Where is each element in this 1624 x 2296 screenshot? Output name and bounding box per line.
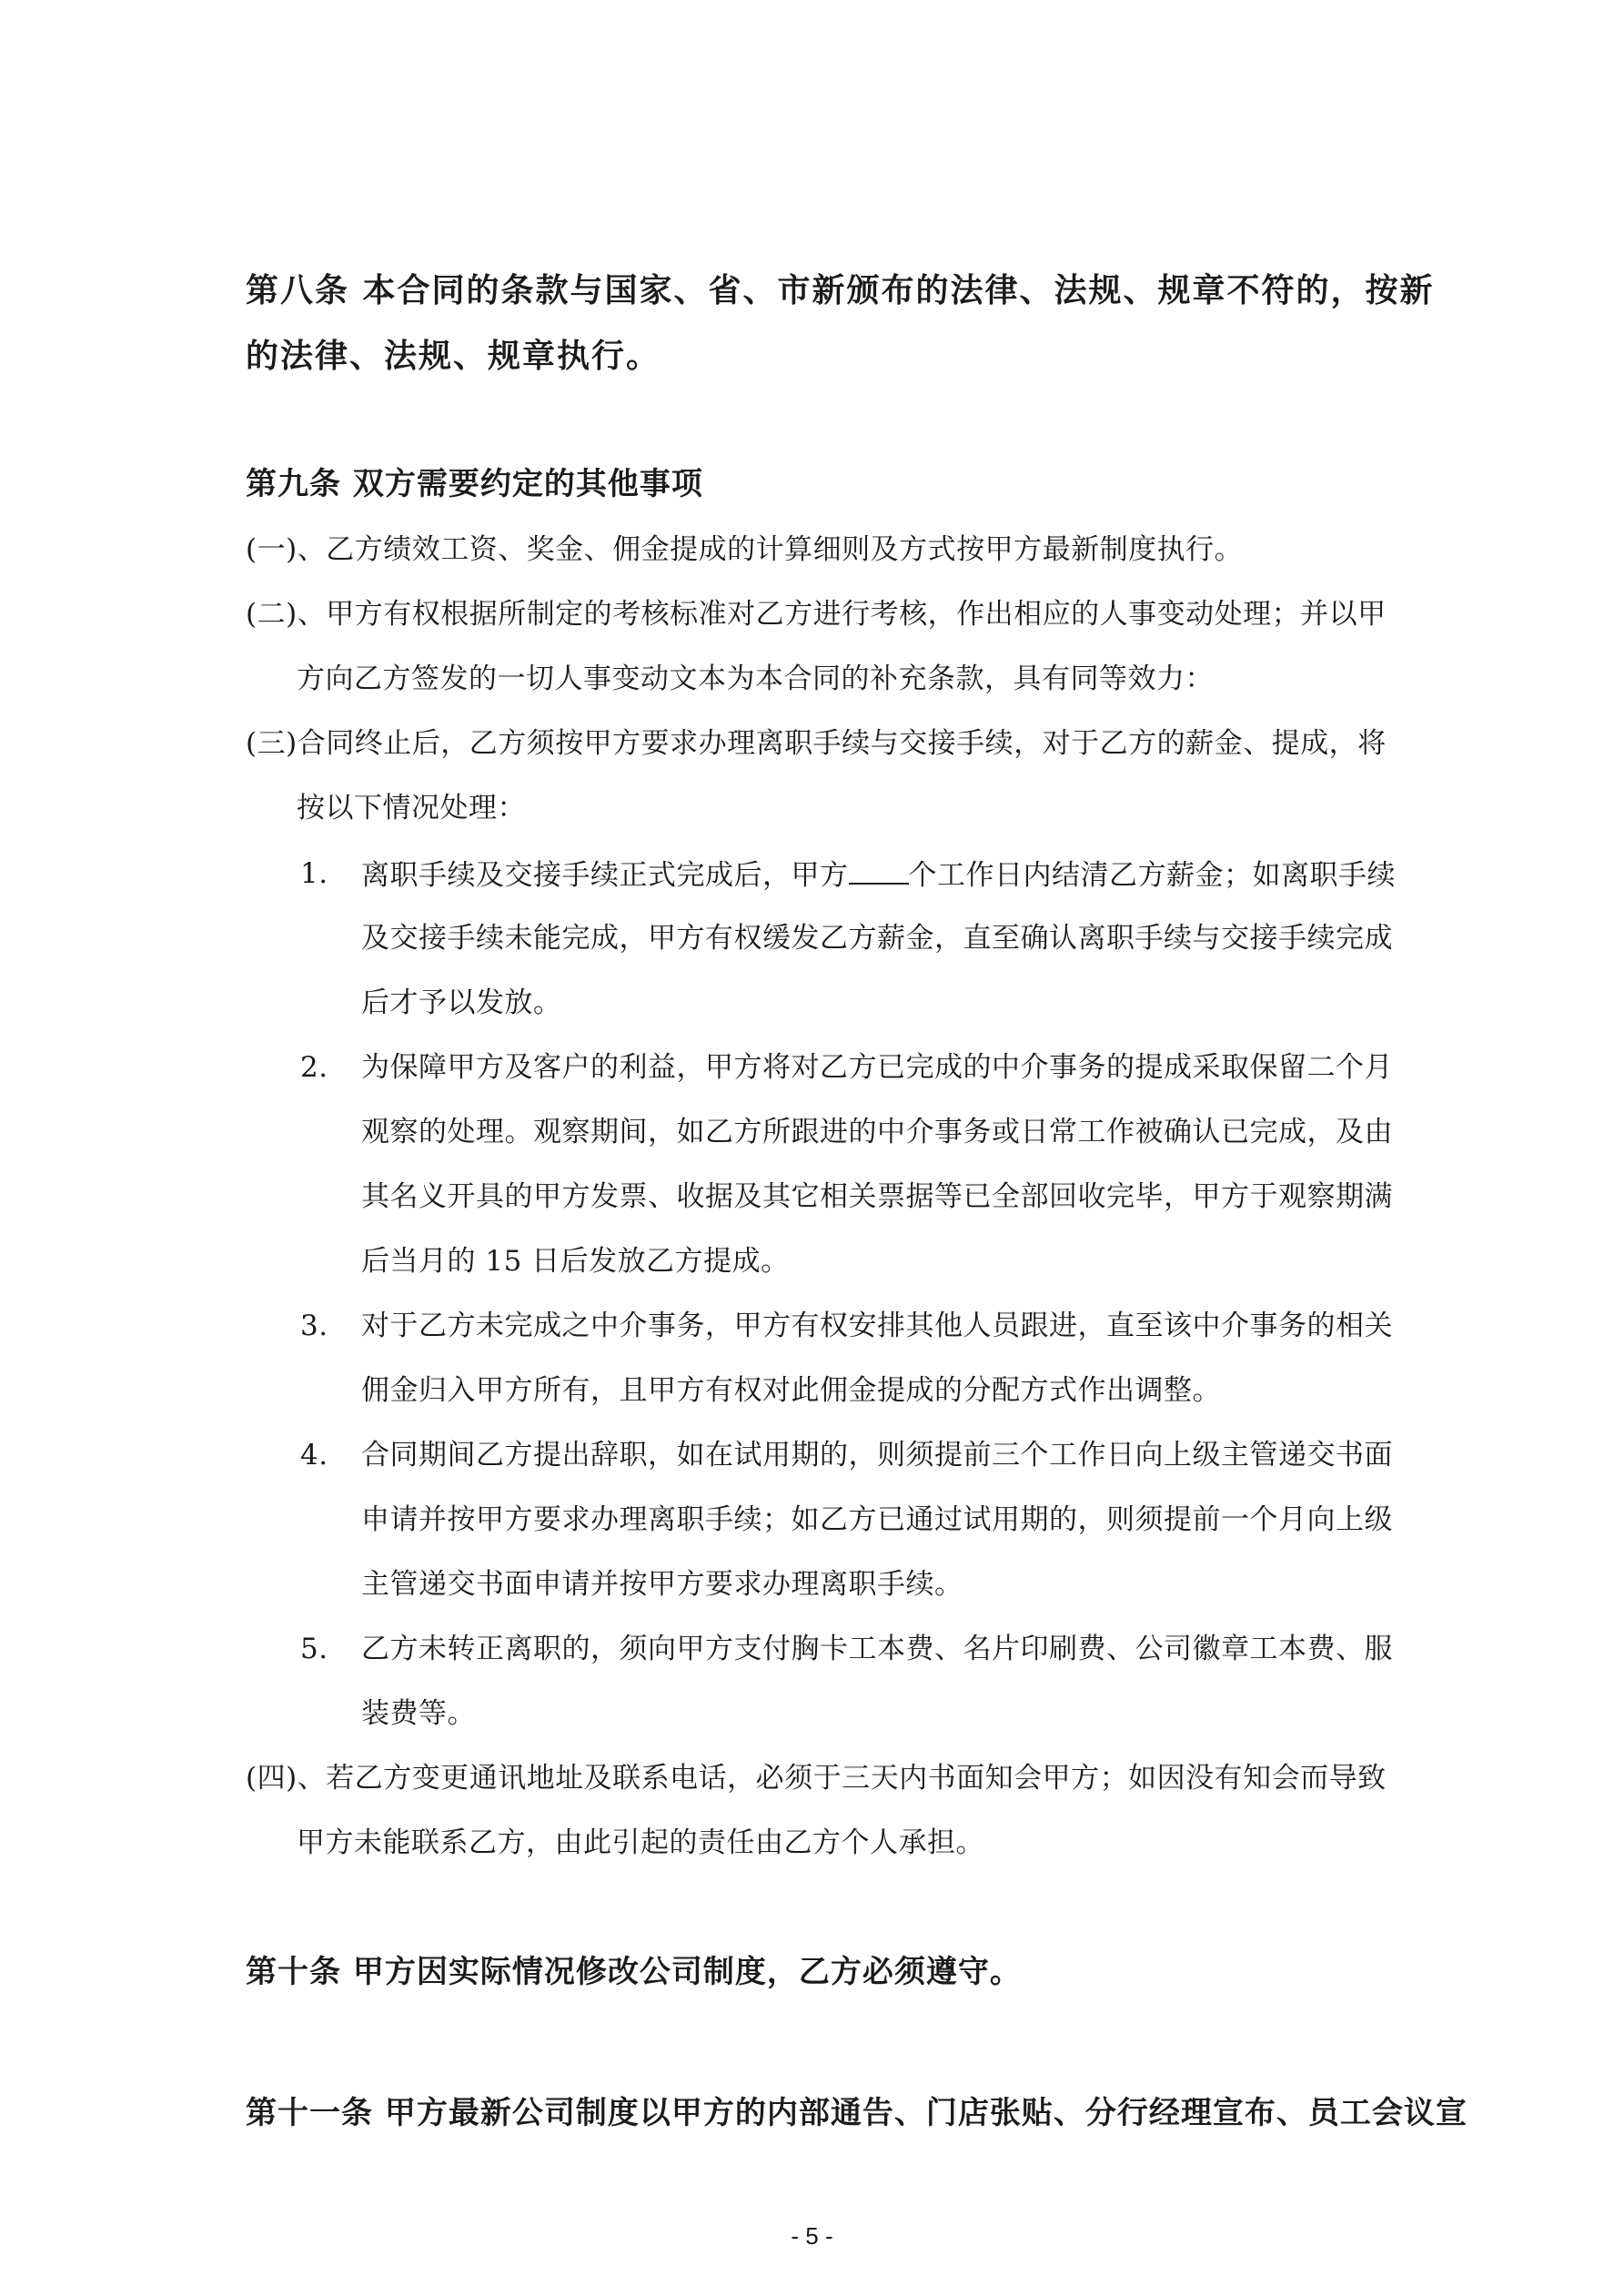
list-item-text: 乙方未转正离职的，须向甲方支付胸卡工本费、名片印刷费、公司徽章工本费、服 <box>361 1633 1393 1665</box>
clause-3-line-2: 按以下情况处理： <box>297 792 526 824</box>
blank-days-field <box>849 855 909 885</box>
list-item-number: 1. <box>300 857 328 890</box>
clause-2-line-1: (二)、甲方有权根据所制定的考核标准对乙方进行考核，作出相应的人事变动处理；并以甲 <box>246 598 1387 631</box>
list-item-3 <box>300 1308 1437 1344</box>
list-item-text: 对于乙方未完成之中介事务，甲方有权安排其他人员跟进，直至该中介事务的相关 <box>361 1310 1393 1342</box>
list-item-2-line-2: 观察的处理。观察期间，如乙方所跟进的中介事务或日常工作被确认已完成，及由 <box>361 1116 1393 1148</box>
article-10-title: 第十条 甲方因实际情况修改公司制度，乙方必须遵守。 <box>246 1954 1022 1990</box>
list-item-text: 为保障甲方及客户的利益，甲方将对乙方已完成的中介事务的提成采取保留二个月 <box>361 1051 1393 1084</box>
article-9-title: 第九条 双方需要约定的其他事项 <box>246 466 703 502</box>
clause-2-line-2: 方向乙方签发的一切人事变动文本为本合同的补充条款，具有同等效力： <box>297 663 1214 695</box>
list-item-number: 3. <box>300 1310 328 1342</box>
list-item-number: 2. <box>300 1051 328 1084</box>
clause-3-line-1: (三)合同终止后，乙方须按甲方要求办理离职手续与交接手续，对于乙方的薪金、提成，将 <box>246 727 1387 760</box>
list-item-3-line-2: 佣金归入甲方所有，且甲方有权对此佣金提成的分配方式作出调整。 <box>361 1374 1221 1407</box>
list-item-5 <box>300 1631 1437 1667</box>
list-item-2-line-3: 其名义开具的甲方发票、收据及其它相关票据等已全部回收完毕，甲方于观察期满 <box>361 1180 1393 1213</box>
article-11-title: 第十一条 甲方最新公司制度以甲方的内部通告、门店张贴、分行经理宣布、员工会议宣 <box>246 2095 1468 2131</box>
list-item-1-line-2: 及交接手续未能完成，甲方有权缓发乙方薪金，直至确认离职手续与交接手续完成 <box>361 922 1393 955</box>
list-item-5-line-2: 装费等。 <box>361 1697 476 1730</box>
clause-1: (一)、乙方绩效工资、奖金、佣金提成的计算细则及方式按甲方最新制度执行。 <box>246 533 1244 566</box>
list-item-1-line-3: 后才予以发放。 <box>361 986 562 1019</box>
list-item-text: 离职手续及交接手续正式完成后，甲方 个工作日内结清乙方薪金；如离职手续 <box>361 855 1396 894</box>
list-item-2 <box>300 1049 1437 1086</box>
list-item-1 <box>300 855 1437 892</box>
list-item-4-line-2: 申请并按甲方要求办理离职手续；如乙方已通过试用期的，则须提前一个月向上级 <box>361 1503 1393 1536</box>
list-item-text: 合同期间乙方提出辞职，如在试用期的，则须提前三个工作日向上级主管递交书面 <box>361 1439 1393 1472</box>
clause-4-line-1: (四)、若乙方变更通讯地址及联系电话，必须于三天内书面知会甲方；如因没有知会而导致 <box>246 1762 1387 1795</box>
article-8-line-2: 的法律、法规、规章执行。 <box>246 337 661 375</box>
list-item-number: 5. <box>300 1633 328 1665</box>
article-8-line-1: 第八条 本合同的条款与国家、省、市新颁布的法律、法规、规章不符的，按新 <box>246 271 1435 309</box>
clause-4-line-2: 甲方未能联系乙方，由此引起的责任由乙方个人承担。 <box>297 1826 984 1859</box>
list-item-4-line-3: 主管递交书面申请并按甲方要求办理离职手续。 <box>361 1568 963 1601</box>
list-item-4 <box>300 1437 1437 1473</box>
page-number: - 5 - <box>791 2222 833 2250</box>
list-item-number: 4. <box>300 1439 328 1472</box>
list-item-2-line-4: 后当月的 15 日后发放乙方提成。 <box>361 1245 790 1278</box>
